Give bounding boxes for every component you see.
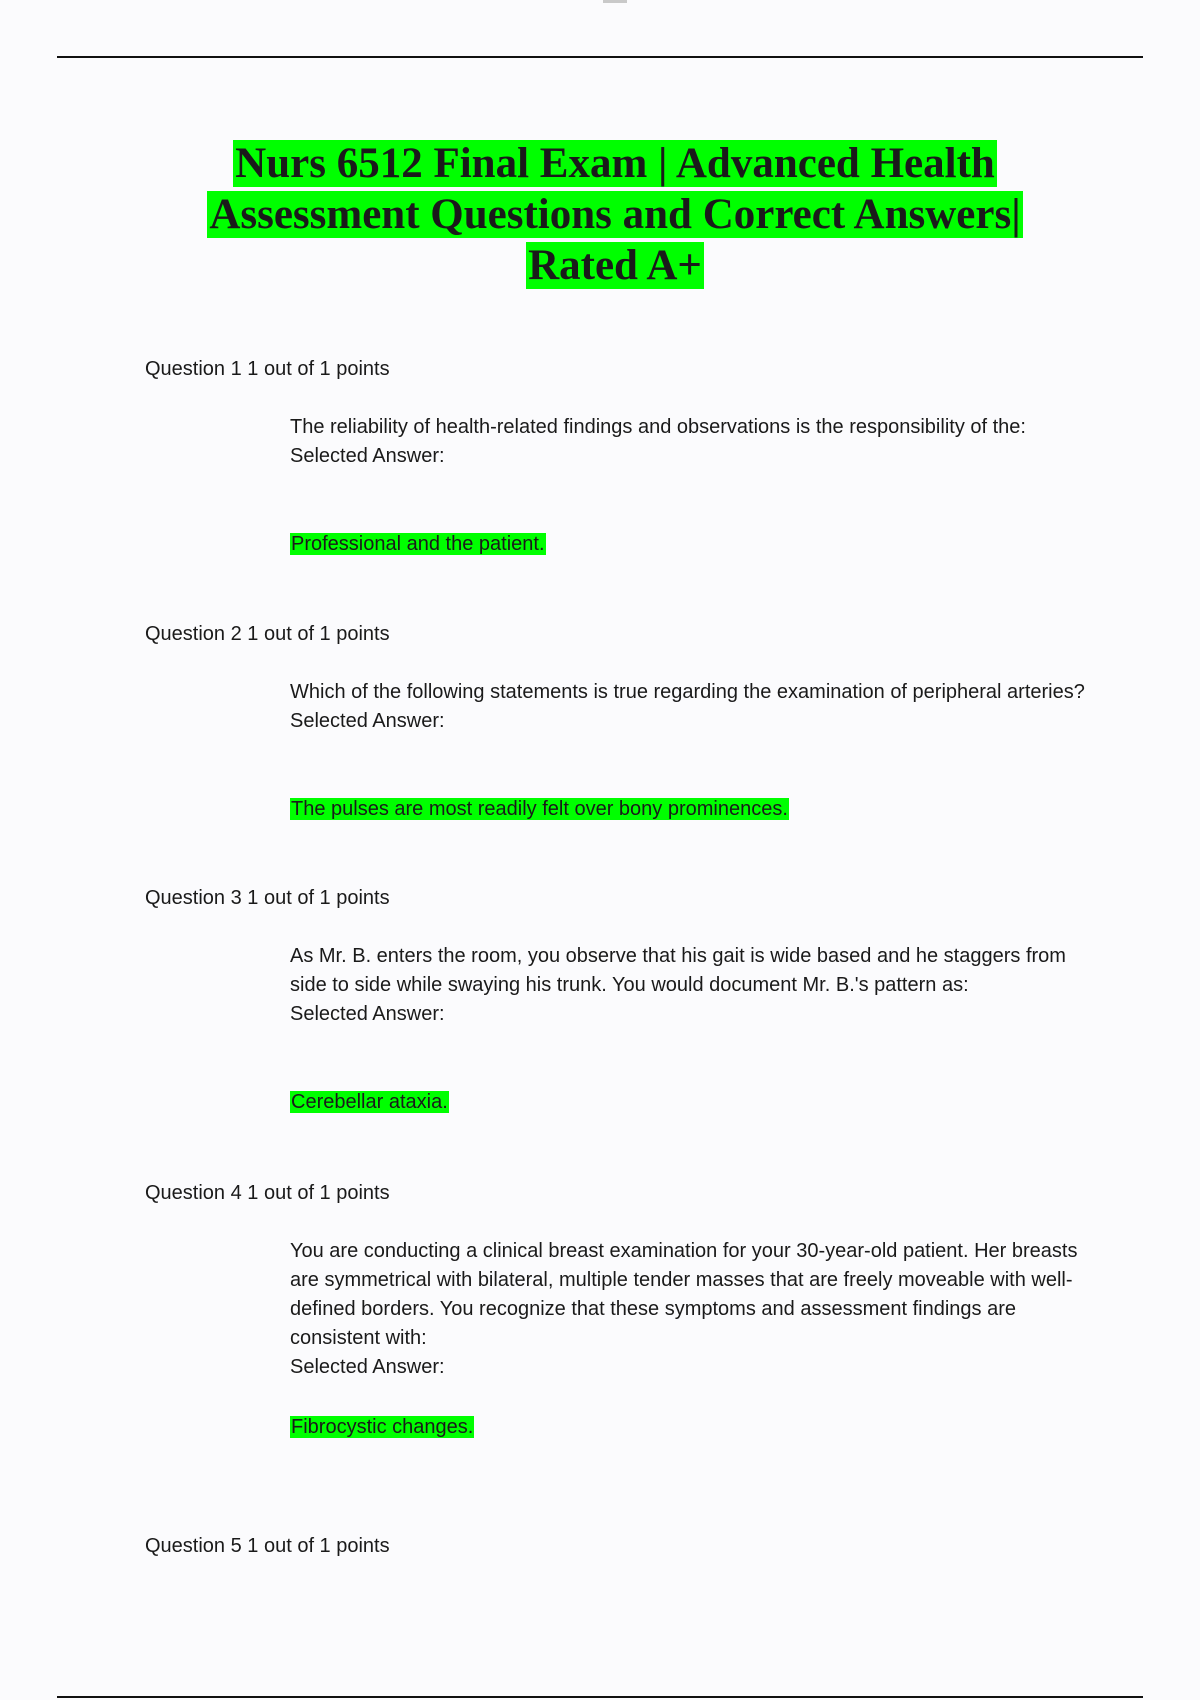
question-body [290,1237,1090,1382]
question-text: Which of the following statements is true regarding the examination of peripheral arteries? [290,681,1085,703]
answer-text: Cerebellar ataxia. [291,1091,448,1113]
question-header: Question 1 1 out of 1 points [145,358,390,380]
selected-answer-label: Selected Answer: [290,1003,445,1025]
page-top-mark [603,0,627,3]
title-line-2: Assessment Questions and Correct Answers| [209,191,1021,238]
top-rule [57,56,1143,58]
selected-answer [290,529,546,559]
answer-text: Fibrocystic changes. [291,1416,474,1438]
selected-answer-label: Selected Answer: [290,710,445,732]
question-body [290,942,1090,1029]
selected-answer [290,1087,449,1117]
question-header: Question 3 1 out of 1 points [145,887,390,909]
question-text: You are conducting a clinical breast examination for your 30-year-old patient. Her breasts are symmetrical with bilateral, multiple tender masses that are freely moveable with well-defined borders. You recognize that these symptoms and assessment findings are consistent with: [290,1240,1078,1349]
answer-text: The pulses are most readily felt over bony prominences. [291,798,788,820]
question-header: Question 2 1 out of 1 points [145,623,390,645]
question-body [290,678,1090,736]
question-text: As Mr. B. enters the room, you observe that his gait is wide based and he staggers from side to side while swaying his trunk. You would document Mr. B.'s pattern as: [290,945,1066,996]
title-line-3: Rated A+ [528,242,702,289]
bottom-rule [57,1696,1143,1698]
question-body [290,413,1090,471]
title-line-1: Nurs 6512 Final Exam | Advanced Health [235,140,995,187]
selected-answer [290,1412,474,1442]
selected-answer [290,794,789,824]
answer-text: Professional and the patient. [291,533,545,555]
question-text: The reliability of health-related findings and observations is the responsibility of the: [290,416,1026,438]
selected-answer-label: Selected Answer: [290,445,445,467]
selected-answer-label: Selected Answer: [290,1356,445,1378]
document-title [60,138,1170,291]
question-header: Question 5 1 out of 1 points [145,1535,390,1557]
question-header: Question 4 1 out of 1 points [145,1182,390,1204]
